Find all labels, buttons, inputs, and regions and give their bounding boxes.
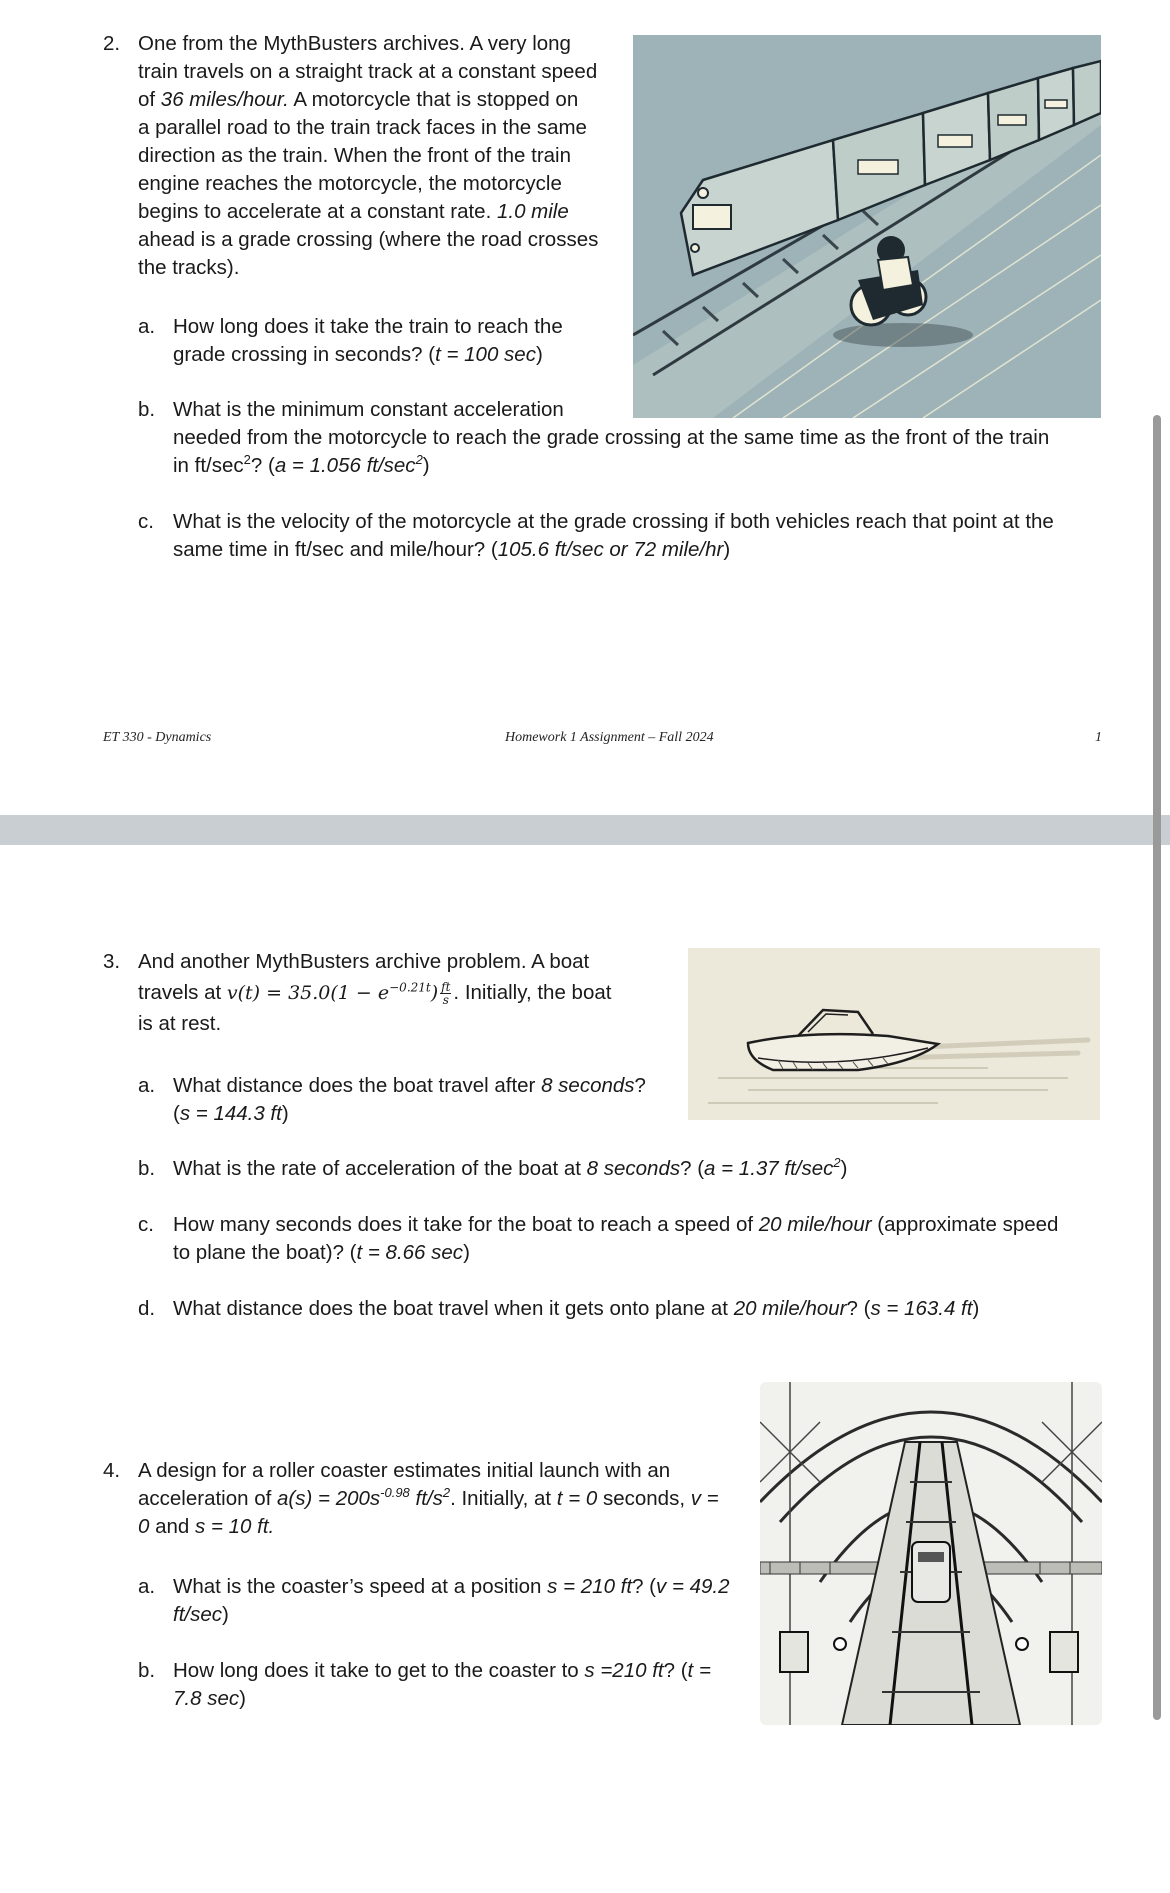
answer: t = 100 sec [435, 343, 536, 366]
answer: v = 49.2 [656, 1575, 730, 1598]
page-separator [0, 815, 1170, 845]
answer: 7.8 sec [173, 1687, 240, 1710]
text-line: train travels on a straight track at a constant speed [138, 60, 598, 83]
unit-fraction: $\frac{ft}{s}$ [441, 980, 451, 1008]
given-speed: 36 miles/hour. [160, 88, 289, 111]
problem-number: 4. [103, 1459, 121, 1482]
answer: s = 144.3 ft [179, 1102, 282, 1125]
velocity-equation: $v(t) = 35.0(1 - e^{-0.21t})$ [226, 980, 439, 1004]
document-page-2: 3. And another MythBusters archive problem. A boat travels at $v(t) = 35.0(1 - e^{-0.21t})$ $\frac{ft}{s}$ . Initially, the boat is at rest. a. What distance does the boat travel after 8 seconds? (s = 144.3 ft) b. What is the rate of acceleration of the boat at 8 seconds? (a = 1.37 $ft/\sec^2$) c. How many seconds does it take for the boat to reach a speed of 20 mile/hour (approximate speed to plane the boat)? (t = 8.66 sec) d. What distance does the boat travel when it gets onto plane at 20 mile/hour? (s = 163.4 ft) 4. A design for a roller coaster estimates initial launch with an acceleration of $a(s) = 200s^{-0.98}$ $ft/s^2$. Initially, at t = 0 seconds, v = 0 and s = 10 ft. a. What is the coaster’s speed at a position s = 210 ft? (v = 49.2 ft/sec) b. How long does it take to get to the coaster to s =210 ft? (t = 7.8 sec) [0, 845, 1170, 1893]
answer: t = 8.66 sec [356, 1241, 464, 1264]
footer-page-number: 1 [1095, 730, 1102, 745]
answer: a = 1.37 $ft/\sec^2$ [704, 1155, 841, 1180]
document-page-1: 2. One from the MythBusters archives. A very long train travels on a straight track at a constant speed of 36 miles/hour. A motorcycle that is stopped on a parallel road to the train track faces in the same direction as the train. When the front of the train engine reaches the motorcycle, the motorcycle begins to accelerate at a constant rate. 1.0 mile ahead is a grade crossing (where the road crosses the tracks). a. How long does it take the train to reach the grade crossing in seconds? (t = 100 sec) b. What is the minimum constant acceleration needed from the motorcycle to reach the grade crossing at the same time as the front of the train in $ft/\sec^2$? (a = 1.056 $ft/\sec^2$) c. What is the velocity of the motorcycle at the grade crossing if both vehicles reach that point at the same time in ft/sec and mile/hour? (105.6 ft/sec or 72 mile/hr) ET 330 - Dynamics Homework 1 Assignment – Fall 2024 1 [0, 0, 1170, 815]
text-line: the tracks). [138, 256, 240, 279]
answer: s = 163.4 ft [870, 1297, 973, 1320]
problem-number: 3. [103, 950, 121, 973]
text-line: ahead is a grade crossing (where the road crosses [138, 228, 599, 251]
footer-title: Homework 1 Assignment – Fall 2024 [505, 730, 714, 745]
problem-4 [103, 1457, 753, 1547]
text-line: a parallel road to the train track faces in the same [138, 116, 587, 139]
answer: 105.6 ft/sec or 72 mile/hr [497, 538, 724, 561]
text-line: begins to accelerate at a constant rate. 1.0 mile [138, 200, 569, 223]
speedboat-illustration [688, 948, 1100, 1120]
answer: t = [687, 1659, 711, 1682]
problem-4-text: A design for a roller coaster estimates initial launch with an acceleration of $a(s) = 200s^{-0.98}$ $ft/s^2$. Initially, at t = 0 seconds, v = 0 and s = 10 ft. [138, 1459, 719, 1538]
problem-number: 2. [103, 32, 121, 55]
acceleration-function: $a(s) = 200s^{-0.98}$ $ft/s^2$ [277, 1485, 451, 1510]
train-motorcycle-illustration [633, 35, 1101, 418]
text-line: direction as the train. When the front of the train [138, 144, 572, 167]
problem-2 [103, 30, 623, 290]
roller-coaster-illustration [760, 1382, 1102, 1725]
answer: ft/sec [173, 1603, 222, 1626]
text-line: of 36 miles/hour. A motorcycle that is stopped on [138, 88, 579, 111]
problem-3-text: And another MythBusters archive problem. A boat travels at $v(t) = 35.0(1 - e^{-0.21t})$ $\frac{ft}{s}$ . Initially, the boat is at rest. [138, 950, 612, 1035]
footer-course: ET 330 - Dynamics [103, 730, 212, 745]
text-line: engine reaches the motorcycle, the motorcycle [138, 172, 562, 195]
scrollbar-thumb[interactable] [1153, 415, 1161, 1720]
text-line: One from the MythBusters archives. A very long [138, 32, 571, 55]
problem-3 [103, 948, 673, 1038]
problem-2-text [138, 30, 598, 282]
given-distance: 1.0 mile [496, 200, 569, 223]
answer: a = 1.056 $ft/\sec^2$ [274, 452, 423, 477]
